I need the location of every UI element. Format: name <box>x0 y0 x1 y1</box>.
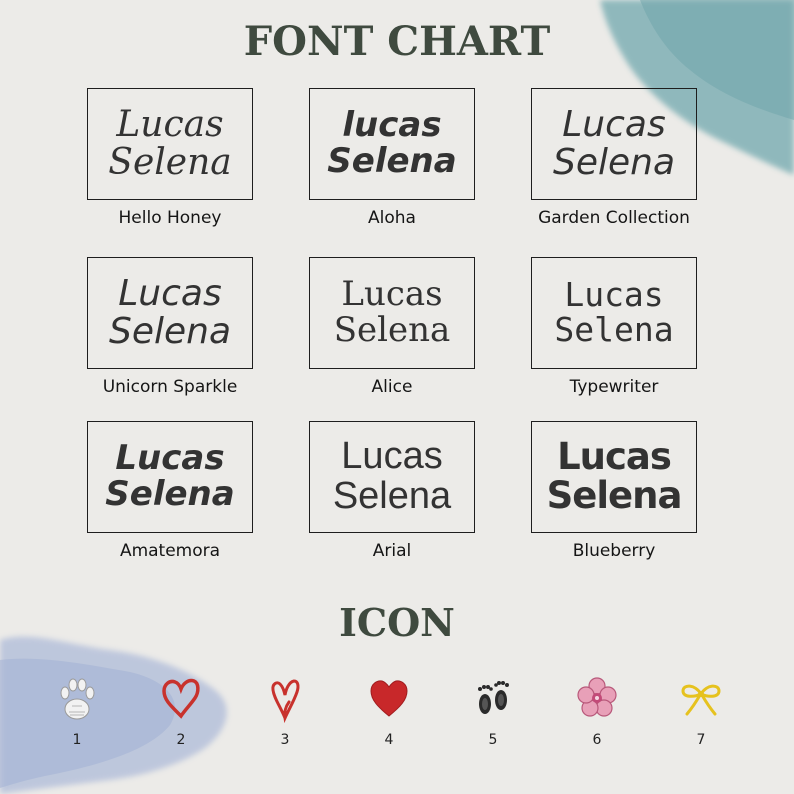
heart-doodle-icon <box>265 676 305 724</box>
sample-line-1: Lucas <box>116 104 224 146</box>
icon-option-3 <box>245 670 325 770</box>
font-card-typewriter <box>531 257 771 407</box>
font-name-label: Unicorn Sparkle <box>102 377 238 397</box>
icon-number: 6 <box>592 732 602 748</box>
icon-option-2 <box>141 670 221 770</box>
sample-line-1: Lucas <box>341 435 443 478</box>
font-sample <box>87 421 253 533</box>
font-sample <box>531 421 697 533</box>
icon-option-6 <box>557 670 637 770</box>
font-sample <box>531 88 697 200</box>
icon-option-1 <box>37 670 117 770</box>
font-card-blueberry <box>531 421 771 571</box>
sample-line-1: Lucas <box>557 435 671 479</box>
sample-line-1: Lucas <box>115 438 225 479</box>
heart-outline-icon <box>161 676 201 724</box>
sample-line-1: Lucas <box>564 275 664 315</box>
font-name-label: Hello Honey <box>118 208 222 228</box>
icon-option-5 <box>453 670 533 770</box>
font-sample <box>531 257 697 369</box>
font-name-label: Arial <box>372 541 412 561</box>
font-card-garden-collection <box>531 88 771 238</box>
font-sample <box>87 88 253 200</box>
font-sample <box>309 88 475 200</box>
sample-line-2: Selena <box>333 310 451 350</box>
sample-line-2: Selena <box>108 311 232 352</box>
bow-icon <box>681 676 721 724</box>
font-name-label: Amatemora <box>119 541 221 561</box>
icon-number: 1 <box>72 732 82 748</box>
icon-number: 2 <box>176 732 186 748</box>
font-sample <box>87 257 253 369</box>
icon-section-title: ICON <box>339 600 455 645</box>
baby-feet-icon <box>473 676 513 724</box>
flower-icon <box>577 676 617 724</box>
sample-line-1: Lucas <box>118 273 222 315</box>
sample-line-1: lucas <box>342 105 442 146</box>
icon-number: 7 <box>696 732 706 748</box>
icon-number: 3 <box>280 732 290 748</box>
sample-line-2: Selena <box>327 141 457 181</box>
sample-line-1: Lucas <box>341 274 443 315</box>
icon-option-4 <box>349 670 429 770</box>
font-sample <box>309 257 475 369</box>
sample-line-2: Selena <box>552 142 676 183</box>
sample-line-2: Selena <box>105 474 235 514</box>
paw-icon <box>57 676 97 724</box>
font-name-label: Typewriter <box>569 377 659 397</box>
heart-filled-icon <box>369 676 409 724</box>
sample-line-2: Selena <box>554 310 674 349</box>
sample-line-2: Selena <box>332 475 452 517</box>
sample-line-2: Selena <box>108 142 232 183</box>
icon-number: 5 <box>488 732 498 748</box>
icon-row <box>0 670 794 780</box>
icon-number: 4 <box>384 732 394 748</box>
font-name-label: Alice <box>371 377 413 397</box>
sample-line-2: Selena <box>546 474 682 517</box>
sample-line-1: Lucas <box>562 104 666 146</box>
page-title: FONT CHART <box>243 18 551 65</box>
font-sample <box>309 421 475 533</box>
font-name-label: Garden Collection <box>538 208 690 228</box>
icon-option-7 <box>661 670 741 770</box>
font-name-label: Aloha <box>368 208 416 228</box>
font-name-label: Blueberry <box>572 541 656 561</box>
